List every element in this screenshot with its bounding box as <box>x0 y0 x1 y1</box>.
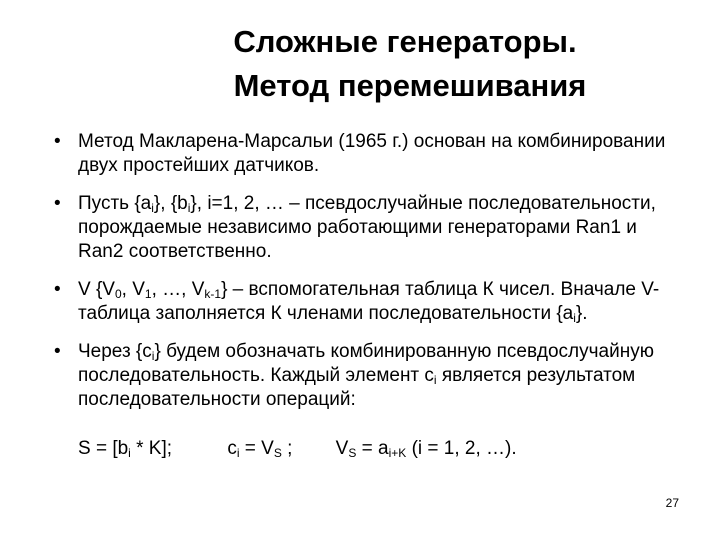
title-line-1: Сложные генераторы. <box>233 24 577 59</box>
bullet-text <box>78 341 654 410</box>
subscript: i <box>573 311 576 325</box>
text-run: является результатом последовательности операций: <box>78 365 636 410</box>
text-run: }, i=1, 2, … – псевдослучайные последовательности, порождаемые независимо работающими генераторами Ran1 и Ran2 соответственно. <box>78 193 656 262</box>
subscript: i+K <box>388 446 407 460</box>
formula-c <box>227 437 292 461</box>
text-run: Пусть {a <box>78 193 152 214</box>
bullet-text <box>78 193 656 262</box>
bullet-text <box>78 279 659 324</box>
text-run: c <box>227 438 237 459</box>
text-run: ; <box>281 438 293 459</box>
text-run: * K]; <box>130 438 173 459</box>
text-run: V <box>335 438 349 459</box>
bullet-item <box>46 278 686 326</box>
text-run: S = [b <box>78 438 129 459</box>
text-run: = V <box>239 438 274 459</box>
bullet-item <box>46 130 686 178</box>
text-run: , …, V <box>151 279 205 300</box>
formula-line <box>78 437 517 461</box>
bullet-text: Метод Макларена-Марсальи (1965 г.) основан на комбинировании двух простейших датчиков. <box>78 131 666 176</box>
subscript: i <box>236 446 240 460</box>
text-run: } – вспомогательная таблица К чисел. Вначале V-таблица заполняется К членами последовательности {a <box>78 279 660 324</box>
subscript: i <box>151 201 154 215</box>
text-run: V {V <box>78 279 115 300</box>
subscript: i <box>187 201 191 215</box>
title-line-2: Метод перемешивания <box>233 68 587 103</box>
subscript: S <box>348 446 357 460</box>
subscript: 0 <box>114 287 122 301</box>
subscript: S <box>273 446 282 460</box>
formula-s <box>78 437 172 461</box>
bullet-marker: • <box>54 341 61 362</box>
text-run: } будем обозначать комбинированную псевдослучайную последовательность. Каждый элемент c <box>78 341 654 386</box>
slide-title <box>0 20 720 108</box>
page-number: 27 <box>665 496 679 510</box>
bullet-marker: • <box>54 279 61 300</box>
text-run: = a <box>356 438 389 459</box>
bullet-marker: • <box>54 193 61 214</box>
text-run: (i = 1, 2, …). <box>406 438 517 459</box>
formula-v <box>336 437 517 461</box>
bullet-item <box>46 192 686 264</box>
subscript: k-1 <box>204 287 222 301</box>
subscript: 1 <box>144 287 152 301</box>
text-run: Через {c <box>78 341 152 362</box>
text-run: }. <box>575 303 588 324</box>
subscript: i <box>433 373 437 387</box>
subscript: i <box>151 349 155 363</box>
bullet-marker: • <box>54 131 61 152</box>
bullet-item <box>46 340 686 412</box>
subscript: i <box>128 446 131 460</box>
bullet-list <box>46 130 686 426</box>
text-run: }, {b <box>153 193 188 214</box>
text-run: , V <box>121 279 145 300</box>
